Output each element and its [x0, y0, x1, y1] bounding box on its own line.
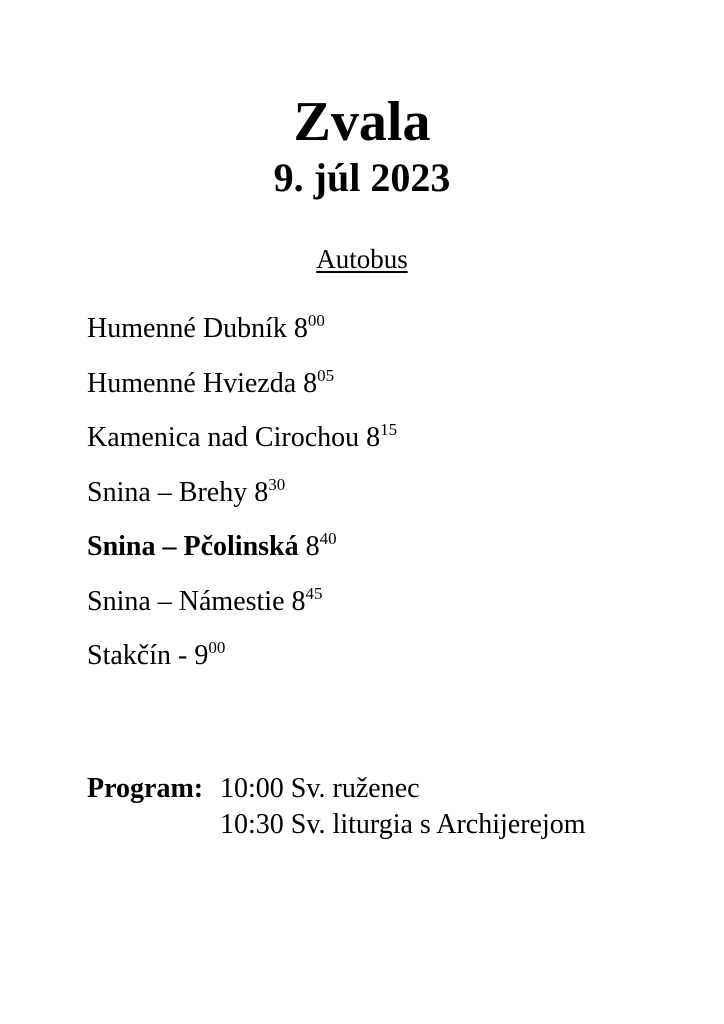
departure-hour: 8 [305, 531, 320, 562]
bus-stop [87, 311, 397, 347]
bus-stop [87, 584, 397, 620]
program-row [87, 771, 586, 807]
departure-hour: 8 [366, 422, 381, 453]
bus-stop-separator [287, 313, 294, 344]
program-item: 10:00 Sv. ruženec [220, 773, 420, 804]
bus-stop-separator [299, 531, 306, 562]
departure-hour: 8 [291, 585, 306, 617]
program-section [87, 771, 586, 843]
departure-minute: 00 [307, 311, 325, 330]
bus-stop [87, 420, 397, 456]
bus-stop-name: Humenné Dubník [87, 313, 287, 344]
departure-minute: 40 [319, 529, 337, 548]
bus-stop-name: Humenné Hviezda [87, 367, 297, 399]
bus-stop [87, 475, 397, 511]
departure-minute: 00 [208, 638, 226, 657]
departure-minute: 30 [268, 474, 286, 494]
departure-hour: 8 [303, 367, 318, 399]
bus-stop-name: Snina – Brehy [87, 476, 248, 508]
program-label: Program: [87, 773, 204, 804]
bus-stop-name: Kamenica nad Cirochou [87, 422, 360, 453]
bus-stop [87, 366, 397, 402]
bus-stop-list [87, 311, 397, 693]
departure-minute: 15 [380, 420, 398, 439]
departure-hour: 8 [254, 476, 269, 508]
bus-stop-separator [285, 586, 292, 617]
departure-hour: 9 [194, 640, 209, 671]
bus-stop [87, 529, 397, 565]
departure-minute: 45 [305, 583, 323, 603]
program-item: 10:30 Sv. liturgia s Archijerejom [220, 809, 586, 840]
program-row [87, 807, 586, 843]
page-title: Zvala [293, 91, 431, 153]
transport-heading: Autobus [316, 244, 408, 274]
bus-stop-name: Snina – Námestie [87, 585, 285, 617]
bus-stop-name: Stakčín [87, 640, 171, 671]
bus-stop-separator: - [171, 640, 195, 671]
departure-minute: 05 [317, 365, 335, 385]
event-date: 9. júl 2023 [273, 155, 451, 200]
bus-stop [87, 638, 397, 674]
departure-hour: 8 [293, 313, 308, 344]
bus-stop-name: Snina – Pčolinská [87, 531, 299, 562]
